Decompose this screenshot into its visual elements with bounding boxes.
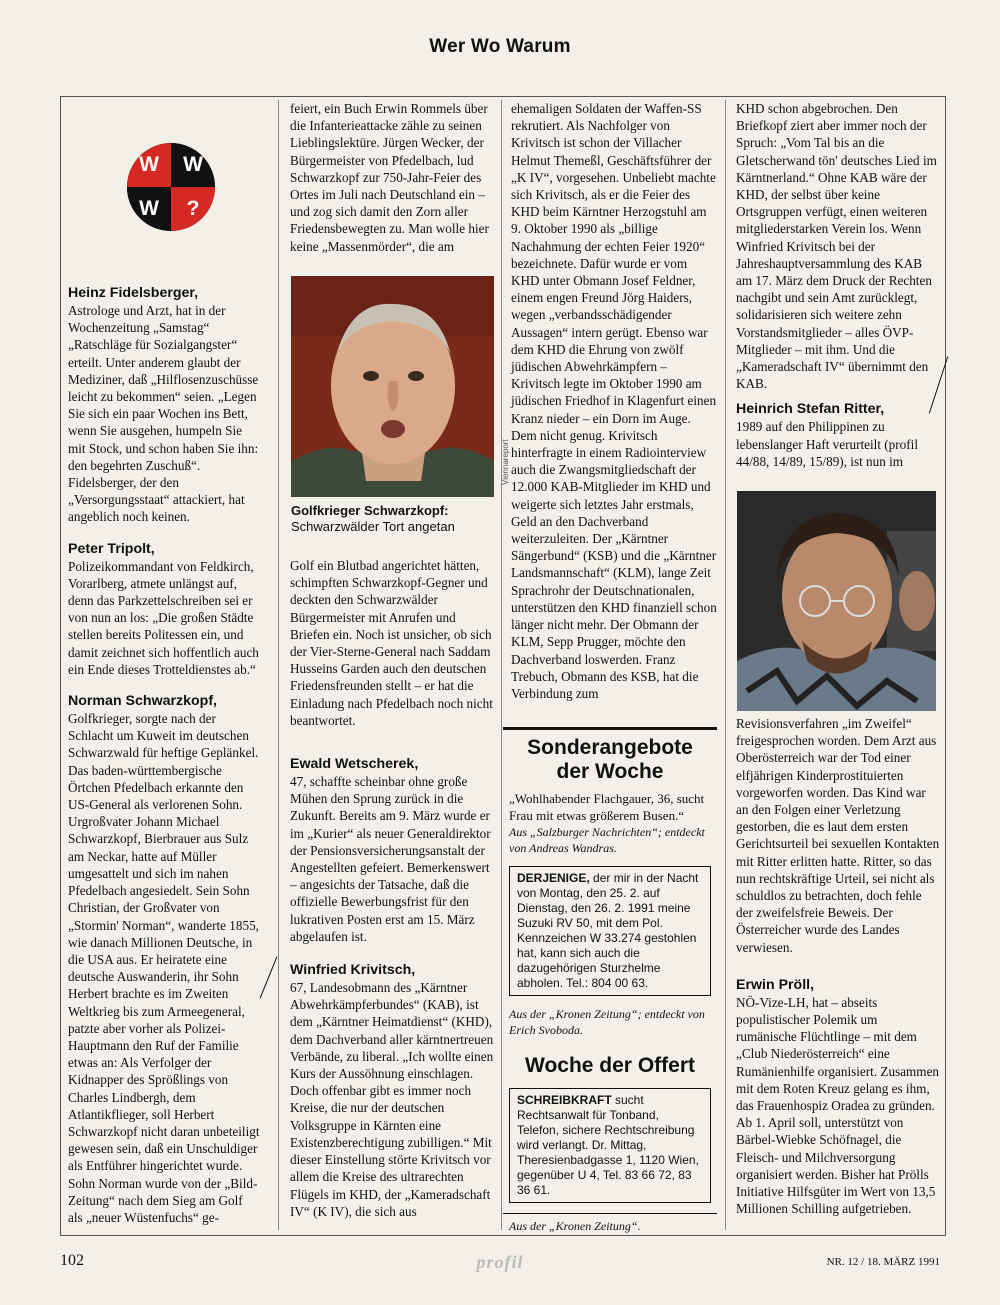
- column-rule: [725, 100, 726, 1230]
- entry-name-wetscherek: Ewald Wetscherek,: [290, 756, 419, 773]
- page-header: Wer Wo Warum: [429, 36, 571, 57]
- entry-text-proell: NÖ-Vize-LH, hat – abseits populistischer Polemik um rumänische Flüchtlinge – mit dem „Club Niederösterreich“ eine Rumänienhilfe organisiert. Zusammen mit dem Roten Kreuz gelang es ihm, das Frauenhospiz Oradea zu gründen. Ab 1. April soll, unterstützt von Bärbel-Wiebke Schöfnagel, die Fleisch- und Milchversorgung organisiert werden. Bisher hat Prölls Initiative Hilfsgüter im Wert von 13,5 Millionen Schilling aufgetrieben.: [736, 994, 940, 1217]
- entry-name-ritter: Heinrich Stefan Ritter,: [736, 401, 885, 418]
- sonderangebote-box: [503, 727, 717, 1233]
- box-title: [503, 736, 717, 784]
- box-title-line1: Sonderangebote: [527, 736, 693, 759]
- krivitsch-continued-text: ehemaligen Soldaten der Waffen-SS rekrutiert. Als Nachfolger von Krivitsch ist schon der Villacher Helmut Themeßl, Geschäftsführer der „K IV“, vorgesehen. Unbeliebt machte sich Krivitsch, als er die Feier des KHD beim Kärntner Herzogstuhl am 9. Oktober 1990 als „billige Nachahmung der echten Feier 1920“ bezeichnete. Dafür wurde er vom KHD unter Obmann Josef Feldner, einem engen Freund Jörg Haiders, wegen „verbandsschädigender Aussagen“ intern gerügt. Ebenso war dem KHD die Ehrung von zwölf jüdischen Abwehrkämpfern – Krivitsch legte im Oktober 1990 am jüdischen Friedhof in Klagenfurt einen Kranz nieder – ein Dorn im Auge. Dem nicht genug. Krivitsch hinterfragte in einem Radiointerview auch die Zwangsmitgliedschaft der 12.000 KAB-Mitglieder im KHD und weigerte sich letztes Jahr erstmals, Geld an den Dachverband weiterzuleiten. Der „Kärntner Sängerbund“ (KSB) und die „Kärntner Landsmannschaft“ (KLM), lange Zeit Sprachrohr der Deutschnationalen, unterstützen den KHD finanziell schon länger nicht mehr. Der Obmann der KLM, Sepp Prugger, möchte den Dachverband loswerden. Franz Trebuch, Obmann des KSB, hat die Verbindung zum: [511, 101, 717, 701]
- issue-info: NR. 12 / 18. MÄRZ 1991: [826, 1256, 940, 1268]
- entry-text-schwarzkopf: Golfkrieger, sorgte nach der Schlacht um Kuweit im deutschen Schwarzwald für heftige Geplänkel. Das baden-württembergische Örtchen Pfedelbach erkannte den US-General als verlorenen Sohn. Urgroßvater Johann Michael Schwarzkopf, Bierbrauer aus Sulz am Neckar, hatte auf Müller umgesattelt und sich im nahen Pfedelbach angesiedelt. Sein Sohn Christian, der Großvater von „Stormin' Norman“, wanderte 1855, wie danach Millionen Deutsche, in die USA aus. Er heiratete eine deutsche Auswanderin, ihr Sohn Herbert brachte es im Zweiten Weltkrieg bis zum Armeegeneral, patzte aber vorher als Polizei-Hauptmann den Ruf der Familie etwas an: Als Verfolger der Kidnapper des Sprößlings von Charles Lindbergh, dem Atlantikflieger, soll Herbert Schwarzkopf nicht daran unbeteiligt gewesen sein, daß ein Unschuldiger als Entführer hingerichtet wurde. Sohn Norman wurde von der „Bild-Zeitung“ nach dem Sieg am Golf als „neuer Wüstenfuchs“ ge-: [68, 711, 260, 1225]
- schwarzkopf-photo: [291, 276, 494, 497]
- entry-name-proell: Erwin Pröll,: [736, 976, 815, 993]
- column-2-top: [290, 100, 494, 255]
- ad-2-lead: SCHREIBKRAFT: [517, 1093, 612, 1107]
- box-source-2: Aus der „Kronen Zeitung“; entdeckt von Erich Svoboda.: [509, 1007, 705, 1037]
- entry-name-fidelsberger: Heinz Fidelsberger,: [68, 285, 199, 301]
- photo-caption: [291, 503, 495, 535]
- entry-text-tripolt: Polizeikommandant von Feldkirch, Vorarlberg, atmete unlängst auf, denn das Parkzettelschreiben sei er von nun an los: „Die großen Städte stellen bereits Politessen ein, und damit zeichnet sich hoffentlich auch ein Ende dieses Trotteldienstes ab.“: [68, 558, 259, 677]
- logo-letter: ?: [171, 187, 215, 231]
- ad-1-text: der mir in der Nacht von Montag, den 25. 2. auf Dienstag, den 26. 2. 1991 meine Suzuki RV 50, mit dem Pol. Kennzeichen W 33.274 gestohlen hat, kann sich auch die dazugehörigen Sturzhelme abholen. Tel.: 804 00 63.: [517, 871, 699, 990]
- logo-letter: W: [171, 143, 215, 187]
- column-3: [511, 100, 717, 702]
- entry-text-ritter-1: 1989 auf den Philippinen zu lebenslanger Haft verurteilt (profil 44/88, 14/89, 15/89), ist nun im: [736, 419, 918, 469]
- box-source-3: Aus der „Kronen Zeitung“.: [503, 1213, 717, 1234]
- ad-2-text: sucht Rechtsanwalt für Tonband, Telefon, sichere Rechtschreibung wird verlangt. Dr. Mittag, Theresienbadgasse 1, 1120 Wien, gegenüber U 4, Tel. 83 66 72, 83 36 61.: [517, 1093, 699, 1197]
- box-source-1: Aus „Salzburger Nachrichten“; entdeckt von Andreas Wandras.: [509, 825, 705, 855]
- logo-letter: W: [127, 187, 171, 231]
- box-title-offert: Woche der Offert: [525, 1054, 695, 1077]
- schwarzkopf-continued-text: feiert, ein Buch Erwin Rommels über die Infanterieattacke zähle zu seinen Lieblingslektüre. Jürgen Wecker, der Bürgermeister von Pfedelbach, lud Schwarzkopf zur 750-Jahr-Feier des Ortes im Juli nach Deutschland ein – und zog sich damit den Zorn aller Friedensbewegten zu. Man wolle hier keine „Massenmörder“, die am: [290, 101, 489, 254]
- entry-name-krivitsch: Winfried Krivitsch,: [290, 962, 416, 979]
- classified-ad-1: [509, 866, 711, 996]
- entry-text-ritter-2: Revisionsverfahren „im Zweifel“ freigesprochen worden. Dem Arzt aus Oberösterreich war der Tod einer elfjährigen Kinderprostituierten vorgeworfen worden. Das Kind war an den Folgen einer Verletzung gestorben, die es laut dem ersten Gerichtsurteil bei sexuellen Kontakten mit Ritter erlitten hatte. Ritter, so das nun rechtskräftige Urteil, sei nicht als schuldlos zu betrachten, doch fehle der zweifelsfreie Beweis. Der Österreicher wurde des Landes verwiesen.: [736, 716, 940, 955]
- column-rule: [278, 100, 279, 1230]
- column-1: [68, 270, 260, 1226]
- portrait-image: [737, 491, 936, 711]
- caption-text: Schwarzwälder Tort angetan: [291, 519, 455, 534]
- portrait-image: [291, 276, 494, 497]
- kab-continued-text: KHD schon abgebrochen. Den Briefkopf ziert aber immer noch der Spruch: „Vom Tal bis an die Gletscherwand tön' deutsches Lied im Kärntnerland.“ Ohne KAB wäre der KHD, der selbst über keine Ortsgruppen verfügt, einen weiteren mitgliederstarken Verein los. Wenn Winfried Krivitsch bei der Jahreshauptversammlung des KAB am 17. März dem Druck der Rechten nachgibt und sein Amt zurücklegt, solidarisieren sich weitere zehn Vorstandsmitglieder – alles ÖVP-Mitglieder – mit ihm. Und die „Kameradschaft IV“ übernimmt den KAB.: [736, 101, 937, 392]
- logo-letter: W: [127, 143, 171, 187]
- entry-text-wetscherek: 47, schaffte scheinbar ohne große Mühen den Sprung zurück in die Zukunft. Bereits am 9. März wurde er im „Kurier“ als neuer Generaldirektor der Pensionsversicherungsanstalt der Angestellten gefeiert. Bemerkenswert – angesichts der Tatsache, daß die offizielle Bewerbungsfrist für den lukrativen Posten erst am 15. März abgelaufen ist.: [290, 774, 491, 944]
- photo-credit: Viennareport: [501, 439, 510, 485]
- ritter-photo: [737, 491, 936, 711]
- box-title-line2: der Woche: [556, 760, 664, 783]
- column-2-bottom: [290, 557, 494, 1220]
- column-rule: [501, 100, 502, 1230]
- column-4: [736, 100, 940, 470]
- page-number: 102: [60, 1252, 84, 1269]
- entry-text-krivitsch: 67, Landesobmann des „Kärntner Abwehrkämpferbundes“ (KAB), ist dem „Kärntner Heimatdienst“ (KHD), dem Dachverband aller kärntnertreuen Verbände, zu liberal. „Ich wollte einen Kurs der Aussöhnung einschlagen. Doch offenbar gibt es immer noch Kreise, die nur der deutschen Volksgruppe in Kärnten eine Existenzberechtigung zubilligen.“ Mit dieser Einstellung störte Krivitsch vor allem die Kreise des ultrarechten Flügels im KHD, der „Kameradschaft IV“ (K IV), die sich aus: [290, 980, 494, 1219]
- entry-name-schwarzkopf: Norman Schwarzkopf,: [68, 693, 217, 710]
- entry-text-fidelsberger: Astrologe und Arzt, hat in der Wochenzeitung „Samstag“ „Ratschläge für Sozialgangster“ erteilt. Unter anderem glaubt der Mediziner, daß „Hilflosenzuschüsse leicht zu bekommen“ seien. „Legen Sie sich ein paar Wochen ins Bett, wenn Sie ausgehen, humpeln Sie mit Stock, und schon haben Sie ihn: den begehrten Zuschuß“. Fidelsberger, der den „Versorgungsstaat“ attackiert, hat angeblich noch keinen.: [68, 303, 259, 525]
- classified-ad-2: [509, 1088, 711, 1203]
- ad-1-lead: DERJENIGE,: [517, 871, 590, 885]
- brand-logo: profil: [476, 1252, 524, 1272]
- column-4-bottom: [736, 715, 940, 1217]
- www-logo: [127, 143, 215, 231]
- schwarzkopf-end-text: Golf ein Blutbad angerichtet hätten, schimpften Schwarzkopf-Gegner und deckten den Schwarzwälder Bürgermeister mit Anrufen und Briefen ein. Noch ist unsicher, ob sich der Vier-Sterne-General nach Saddam Husseins Garden auch den deutschen Friedensfreunden stellt – er hat die Einladung nach Pfedelbach noch nicht beantwortet.: [290, 558, 493, 728]
- entry-name-tripolt: Peter Tripolt,: [68, 540, 155, 557]
- caption-title: Golfkrieger Schwarzkopf:: [291, 503, 449, 518]
- box-quote: „Wohlhabender Flachgauer, 36, sucht Frau mit etwas größerem Busen.“: [509, 791, 705, 823]
